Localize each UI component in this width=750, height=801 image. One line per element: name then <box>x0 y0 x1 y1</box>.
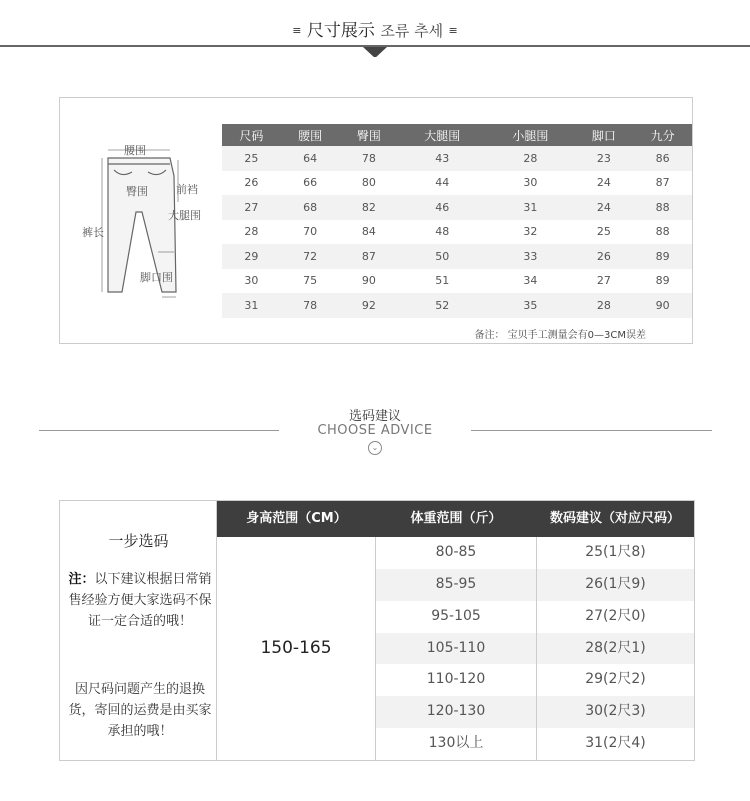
size-advice-cell: 26(1尺9) <box>537 569 694 601</box>
weight-range-cell: 95-105 <box>431 607 481 624</box>
advice-table <box>59 500 695 761</box>
weight-range-cell: 85-95 <box>376 569 536 601</box>
table-cell: 50 <box>398 244 486 269</box>
size-table-header-cell: 臀围 <box>340 124 399 146</box>
table-cell: 30 <box>222 269 281 294</box>
column-divider <box>536 537 537 760</box>
table-cell: 78 <box>281 293 340 318</box>
header-title-text: 尺寸展示 <box>306 21 375 41</box>
header-tab-notch <box>363 47 387 57</box>
size-table-body <box>222 146 692 318</box>
table-cell: 27 <box>222 195 281 220</box>
hem-label: 脚口围 <box>140 271 173 284</box>
table-cell: 66 <box>281 171 340 196</box>
table-row <box>222 146 692 171</box>
advice-left-panel <box>60 501 217 760</box>
weight-range-cell: 110-120 <box>426 671 486 688</box>
table-row <box>222 220 692 245</box>
table-cell: 23 <box>574 146 633 171</box>
table-cell: 33 <box>486 244 574 269</box>
table-cell: 31 <box>486 195 574 220</box>
table-cell: 26 <box>222 171 281 196</box>
weight-range-header: 体重范围（斤） <box>376 501 536 537</box>
table-cell: 88 <box>633 220 692 245</box>
header-marker-right: ≡ <box>448 24 458 37</box>
table-cell: 72 <box>281 244 340 269</box>
height-range-cell: 150-165 <box>217 537 376 760</box>
return-policy-note: 因尺码问题产生的退换货，寄回的运费是由买家承担的哦！ <box>68 682 212 739</box>
size-advice-cell: 25(1尺8) <box>585 544 646 560</box>
table-cell: 82 <box>340 195 399 220</box>
table-cell: 34 <box>486 269 574 294</box>
pants-diagram <box>78 142 218 312</box>
table-cell: 25 <box>574 220 633 245</box>
size-table-header <box>222 124 692 146</box>
table-cell: 43 <box>398 146 486 171</box>
height-range-header: 身高范围（CM） <box>217 501 376 537</box>
size-chart-box <box>59 97 693 344</box>
table-cell: 30 <box>486 171 574 196</box>
header-marker-left: ≡ <box>292 24 302 37</box>
table-row <box>222 244 692 269</box>
table-cell: 90 <box>340 269 399 294</box>
table-cell: 68 <box>281 195 340 220</box>
hip-label: 臀围 <box>126 185 148 198</box>
size-table-header-cell: 尺码 <box>222 124 281 146</box>
table-cell: 29 <box>222 244 281 269</box>
front-rise-label: 前裆 <box>176 183 198 196</box>
size-table-header-cell: 脚口 <box>574 124 633 146</box>
table-cell: 35 <box>486 293 574 318</box>
waist-label: 腰围 <box>124 144 146 157</box>
table-cell: 46 <box>398 195 486 220</box>
chevron-down-circle-icon: ⌄ <box>368 441 382 455</box>
weight-range-cell: 120-130 <box>376 696 536 728</box>
table-row <box>222 269 692 294</box>
size-advice-cell: 29(2尺2) <box>585 671 646 688</box>
table-cell: 28 <box>574 293 633 318</box>
weight-range-cell: 105-110 <box>376 633 536 665</box>
table-cell: 75 <box>281 269 340 294</box>
table-cell: 90 <box>633 293 692 318</box>
size-table-header-cell: 大腿围 <box>398 124 486 146</box>
table-cell: 44 <box>398 171 486 196</box>
size-table-header-cell: 九分 <box>633 124 692 146</box>
size-advice-cell: 28(2尺1) <box>537 633 694 665</box>
table-cell: 64 <box>281 146 340 171</box>
table-cell: 70 <box>281 220 340 245</box>
table-cell: 51 <box>398 269 486 294</box>
size-advice-cell: 30(2尺3) <box>537 696 694 728</box>
size-advice-cell: 27(2尺0) <box>585 607 646 624</box>
table-cell: 25 <box>222 146 281 171</box>
advice-subtitle: CHOOSE ADVICE <box>317 423 433 438</box>
table-cell: 88 <box>633 195 692 220</box>
table-cell: 89 <box>633 244 692 269</box>
page-header-title <box>0 19 750 43</box>
table-cell: 87 <box>633 171 692 196</box>
thigh-label: 大腿围 <box>168 209 201 222</box>
size-table-header-cell: 小腿围 <box>486 124 574 146</box>
advice-note-label: 注： <box>68 572 95 587</box>
table-cell: 78 <box>340 146 399 171</box>
table-cell: 32 <box>486 220 574 245</box>
table-cell: 80 <box>340 171 399 196</box>
table-cell: 48 <box>398 220 486 245</box>
weight-range-cell: 130以上 <box>428 735 484 752</box>
table-cell: 24 <box>574 195 633 220</box>
table-cell: 27 <box>574 269 633 294</box>
step-title: 一步选码 <box>108 532 169 550</box>
size-table-header-cell: 腰围 <box>281 124 340 146</box>
table-cell: 87 <box>340 244 399 269</box>
advice-note-text: 以下建议根据日常销售经验方便大家选码不保证一定合适的哦！ <box>68 572 212 629</box>
advice-note <box>66 569 214 632</box>
table-row <box>222 293 692 318</box>
table-cell: 92 <box>340 293 399 318</box>
header-divider <box>0 45 750 47</box>
weight-range-cell: 80-85 <box>435 544 477 560</box>
table-row <box>222 171 692 196</box>
header-subtitle: 조류 추세 <box>380 22 444 40</box>
length-label: 裤长 <box>82 226 104 239</box>
measurement-note: 备注： 宝贝手工测量会有0—3CM误差 <box>474 330 646 341</box>
size-advice-header: 数码建议（对应尺码） <box>536 501 694 537</box>
table-cell: 86 <box>633 146 692 171</box>
table-cell: 28 <box>222 220 281 245</box>
table-cell: 26 <box>574 244 633 269</box>
table-cell: 89 <box>633 269 692 294</box>
table-cell: 28 <box>486 146 574 171</box>
table-cell: 52 <box>398 293 486 318</box>
table-row <box>222 195 692 220</box>
table-cell: 84 <box>340 220 399 245</box>
size-advice-cell: 31(2尺4) <box>585 735 646 752</box>
table-cell: 31 <box>222 293 281 318</box>
advice-title: 选码建议 <box>348 409 401 424</box>
table-cell: 24 <box>574 171 633 196</box>
size-table <box>222 124 692 318</box>
